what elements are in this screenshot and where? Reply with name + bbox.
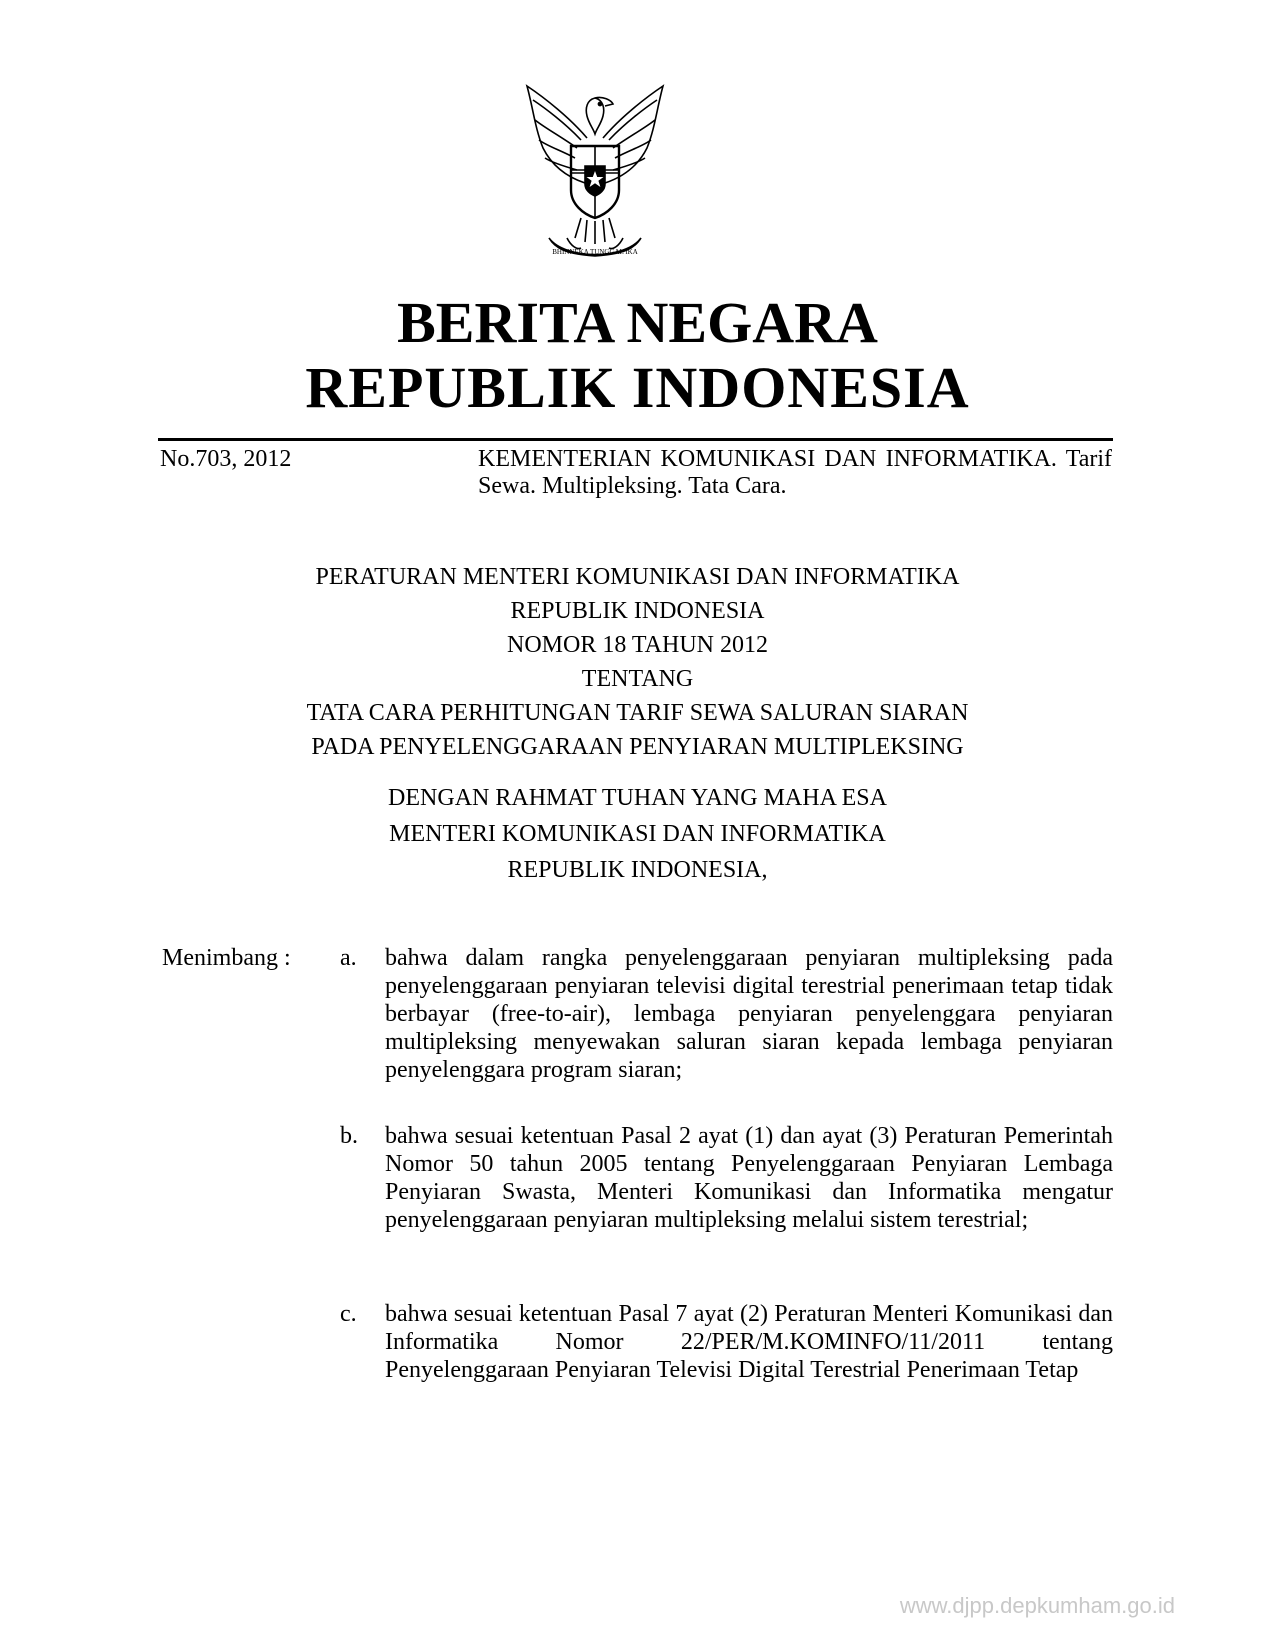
considering-clause [340,944,1113,1084]
regulation-title [0,560,1275,764]
issue-subject: KEMENTERIAN KOMUNIKASI DAN INFORMATIKA. Tarif Sewa. Multipleksing. Tata Cara. [478,446,1112,499]
masthead-title: BERITA NEGARA [397,290,878,355]
masthead-divider [158,438,1113,441]
issue-number: No.703, 2012 [160,446,292,472]
preamble [0,780,1275,888]
clause-letter: b. [340,1123,358,1149]
garuda-emblem [515,78,675,273]
watermark-url: www.djpp.depkumham.go.id [899,1593,1175,1618]
regulation-title-line: PADA PENYELENGGARAAN PENYIARAN MULTIPLEKSING [311,734,964,760]
considering-label: Menimbang : [162,945,291,971]
preamble-line: REPUBLIK INDONESIA, [507,857,768,883]
clause-text: bahwa dalam rangka penyelenggaraan penyiaran multipleksing pada penyelenggaraan penyiaran televisi digital terestrial penerimaan tetap tidak berbayar (free-to-air), lembaga penyiaran penyelenggara penyiaran multipleksing menyewakan saluran siaran kepada lembaga penyiaran penyelenggara program siaran; [385,945,1113,1083]
regulation-title-line: TATA CARA PERHITUNGAN TARIF SEWA SALURAN SIARAN [306,700,969,726]
preamble-line: MENTERI KOMUNIKASI DAN INFORMATIKA [389,821,886,847]
regulation-title-line: TENTANG [581,666,694,692]
regulation-title-line: REPUBLIK INDONESIA [510,598,765,624]
masthead-subtitle: REPUBLIK INDONESIA [305,355,970,420]
clause-letter: c. [340,1301,357,1327]
preamble-line: DENGAN RAHMAT TUHAN YANG MAHA ESA [388,785,887,811]
regulation-title-line: NOMOR 18 TAHUN 2012 [507,632,768,658]
clause-letter: a. [340,945,357,971]
considering-clause [340,1122,1113,1234]
considering-clause [340,1300,1113,1384]
clause-text: bahwa sesuai ketentuan Pasal 2 ayat (1) dan ayat (3) Peraturan Pemerintah Nomor 50 tahun 2005 tentang Penyelenggaraan Penyiaran Lembaga Penyiaran Swasta, Menteri Komunikasi dan Informatika mengatur penyelenggaraan penyiaran multipleksing melalui sistem terestrial; [385,1123,1113,1233]
regulation-title-line: PERATURAN MENTERI KOMUNIKASI DAN INFORMATIKA [315,564,960,590]
svg-text:BHINNEKA TUNGGAL IKA: BHINNEKA TUNGGAL IKA [552,248,638,256]
clause-text: bahwa sesuai ketentuan Pasal 7 ayat (2) Peraturan Menteri Komunikasi dan Informatika Nomor 22/PER/M.KOMINFO/11/2011 tentang Penyelenggaraan Penyiaran Televisi Digital Terestrial Penerimaan Tetap [385,1301,1113,1383]
